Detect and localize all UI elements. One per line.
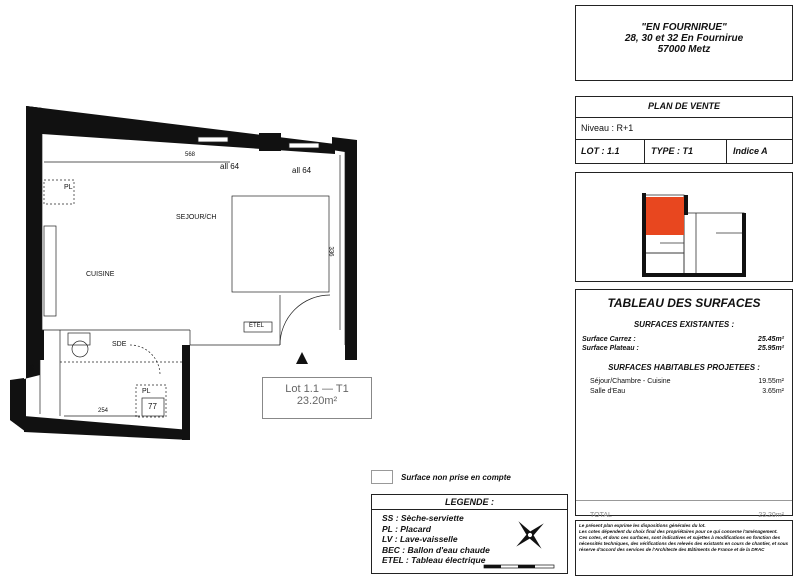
lot-callout-area: 23.20m² <box>296 395 338 407</box>
surfaces-table <box>575 289 793 519</box>
total-label: TOTAL <box>590 512 612 519</box>
sale-plan-index: Indice A <box>733 146 768 156</box>
legend-item: PL : Placard <box>382 523 431 534</box>
allege-label-2: all 64 <box>292 166 312 175</box>
note-2: Les cotes dépendent du choix final des propriétaires pour ce qui concerne l'aménagement. <box>579 529 778 534</box>
existing-title: SURFACES EXISTANTES : <box>633 320 735 329</box>
legend-item: LV : Lave-vaisselle <box>382 534 458 544</box>
legend-title: LEGENDE : <box>444 497 494 507</box>
compass-icon <box>510 515 550 555</box>
dim-568: 568 <box>185 152 196 158</box>
excluded-area-label: Surface non prise en compte <box>401 473 511 482</box>
room-label-cuisine: CUISINE <box>86 271 115 278</box>
habitable-sejour-value: 19.55m² <box>758 378 784 385</box>
legend-box <box>371 494 568 574</box>
excluded-area-swatch <box>371 470 393 484</box>
surfaces-title: TABLEAU DES SURFACES <box>607 296 761 310</box>
placard-label-1: PL <box>64 184 73 191</box>
room-label-sde: SDE <box>112 341 127 348</box>
dim-254: 254 <box>98 408 109 414</box>
highlighted-lot <box>646 197 684 235</box>
sale-plan-lot: LOT : 1.1 <box>581 146 620 156</box>
lot-callout-label: Lot 1.1 — T1 <box>285 383 349 395</box>
dim-168: 168 <box>29 364 36 375</box>
legend-item: BEC : Ballon d'eau chaude <box>382 544 490 555</box>
notes-box <box>575 520 793 576</box>
sale-plan-level: Niveau : R+1 <box>581 123 634 133</box>
existing-plateau-label: Surface Plateau : <box>582 345 639 352</box>
legend-item: ETEL : Tableau électrique <box>382 555 486 565</box>
legend-list <box>382 513 490 566</box>
project-street: 28, 30 et 32 En Fournirue <box>624 33 744 44</box>
habitable-title: SURFACES HABITABLES PROJETEES : <box>608 363 760 372</box>
sale-plan-title: PLAN DE VENTE <box>647 101 720 111</box>
existing-carrez-label: Surface Carrez : <box>582 336 636 343</box>
dim-336: 336 <box>327 246 334 257</box>
habitable-sejour-label: Séjour/Chambre - Cuisine <box>590 378 671 385</box>
placard-label-2: PL <box>142 388 151 395</box>
lot-callout <box>262 377 372 419</box>
habitable-sde-label: Salle d'Eau <box>590 388 626 395</box>
project-city: 57000 Metz <box>657 44 711 55</box>
legend-item: SS : Sèche-serviette <box>382 513 464 523</box>
chimney-block <box>259 133 281 151</box>
etel-label: ETEL <box>249 323 265 329</box>
note-1: Le présent plan exprime les dispositions générales du lot. <box>579 523 706 528</box>
allege-label-1: all 64 <box>220 162 240 171</box>
location-plan <box>575 172 793 282</box>
existing-carrez-value: 25.45m² <box>757 336 784 343</box>
habitable-sde-value: 3.65m² <box>762 388 784 395</box>
project-header <box>575 5 793 81</box>
existing-plateau-value: 25.95m² <box>757 345 784 352</box>
note-3: Ces cotes, et donc ces surfaces, sont indicatives et sujettes à modifications en fonction des nécessités techniques, des vérifications des relevés des existants en cours de chantier, et sous réserve d'accord des services de l'Architecte des Bâtiments de France et de la DRAC <box>579 535 789 552</box>
room-label-sejour: SEJOUR/CH <box>176 214 217 221</box>
scale-bar <box>482 563 562 571</box>
total-value: 23.20m² <box>758 512 784 519</box>
sale-plan-type: TYPE : T1 <box>651 146 694 156</box>
entry-arrow <box>296 352 308 364</box>
building-key-plan <box>576 173 792 281</box>
project-name: "EN FOURNIRUE" <box>641 22 727 33</box>
ss-mark: 77 <box>148 402 157 411</box>
sale-plan-box <box>575 96 793 164</box>
